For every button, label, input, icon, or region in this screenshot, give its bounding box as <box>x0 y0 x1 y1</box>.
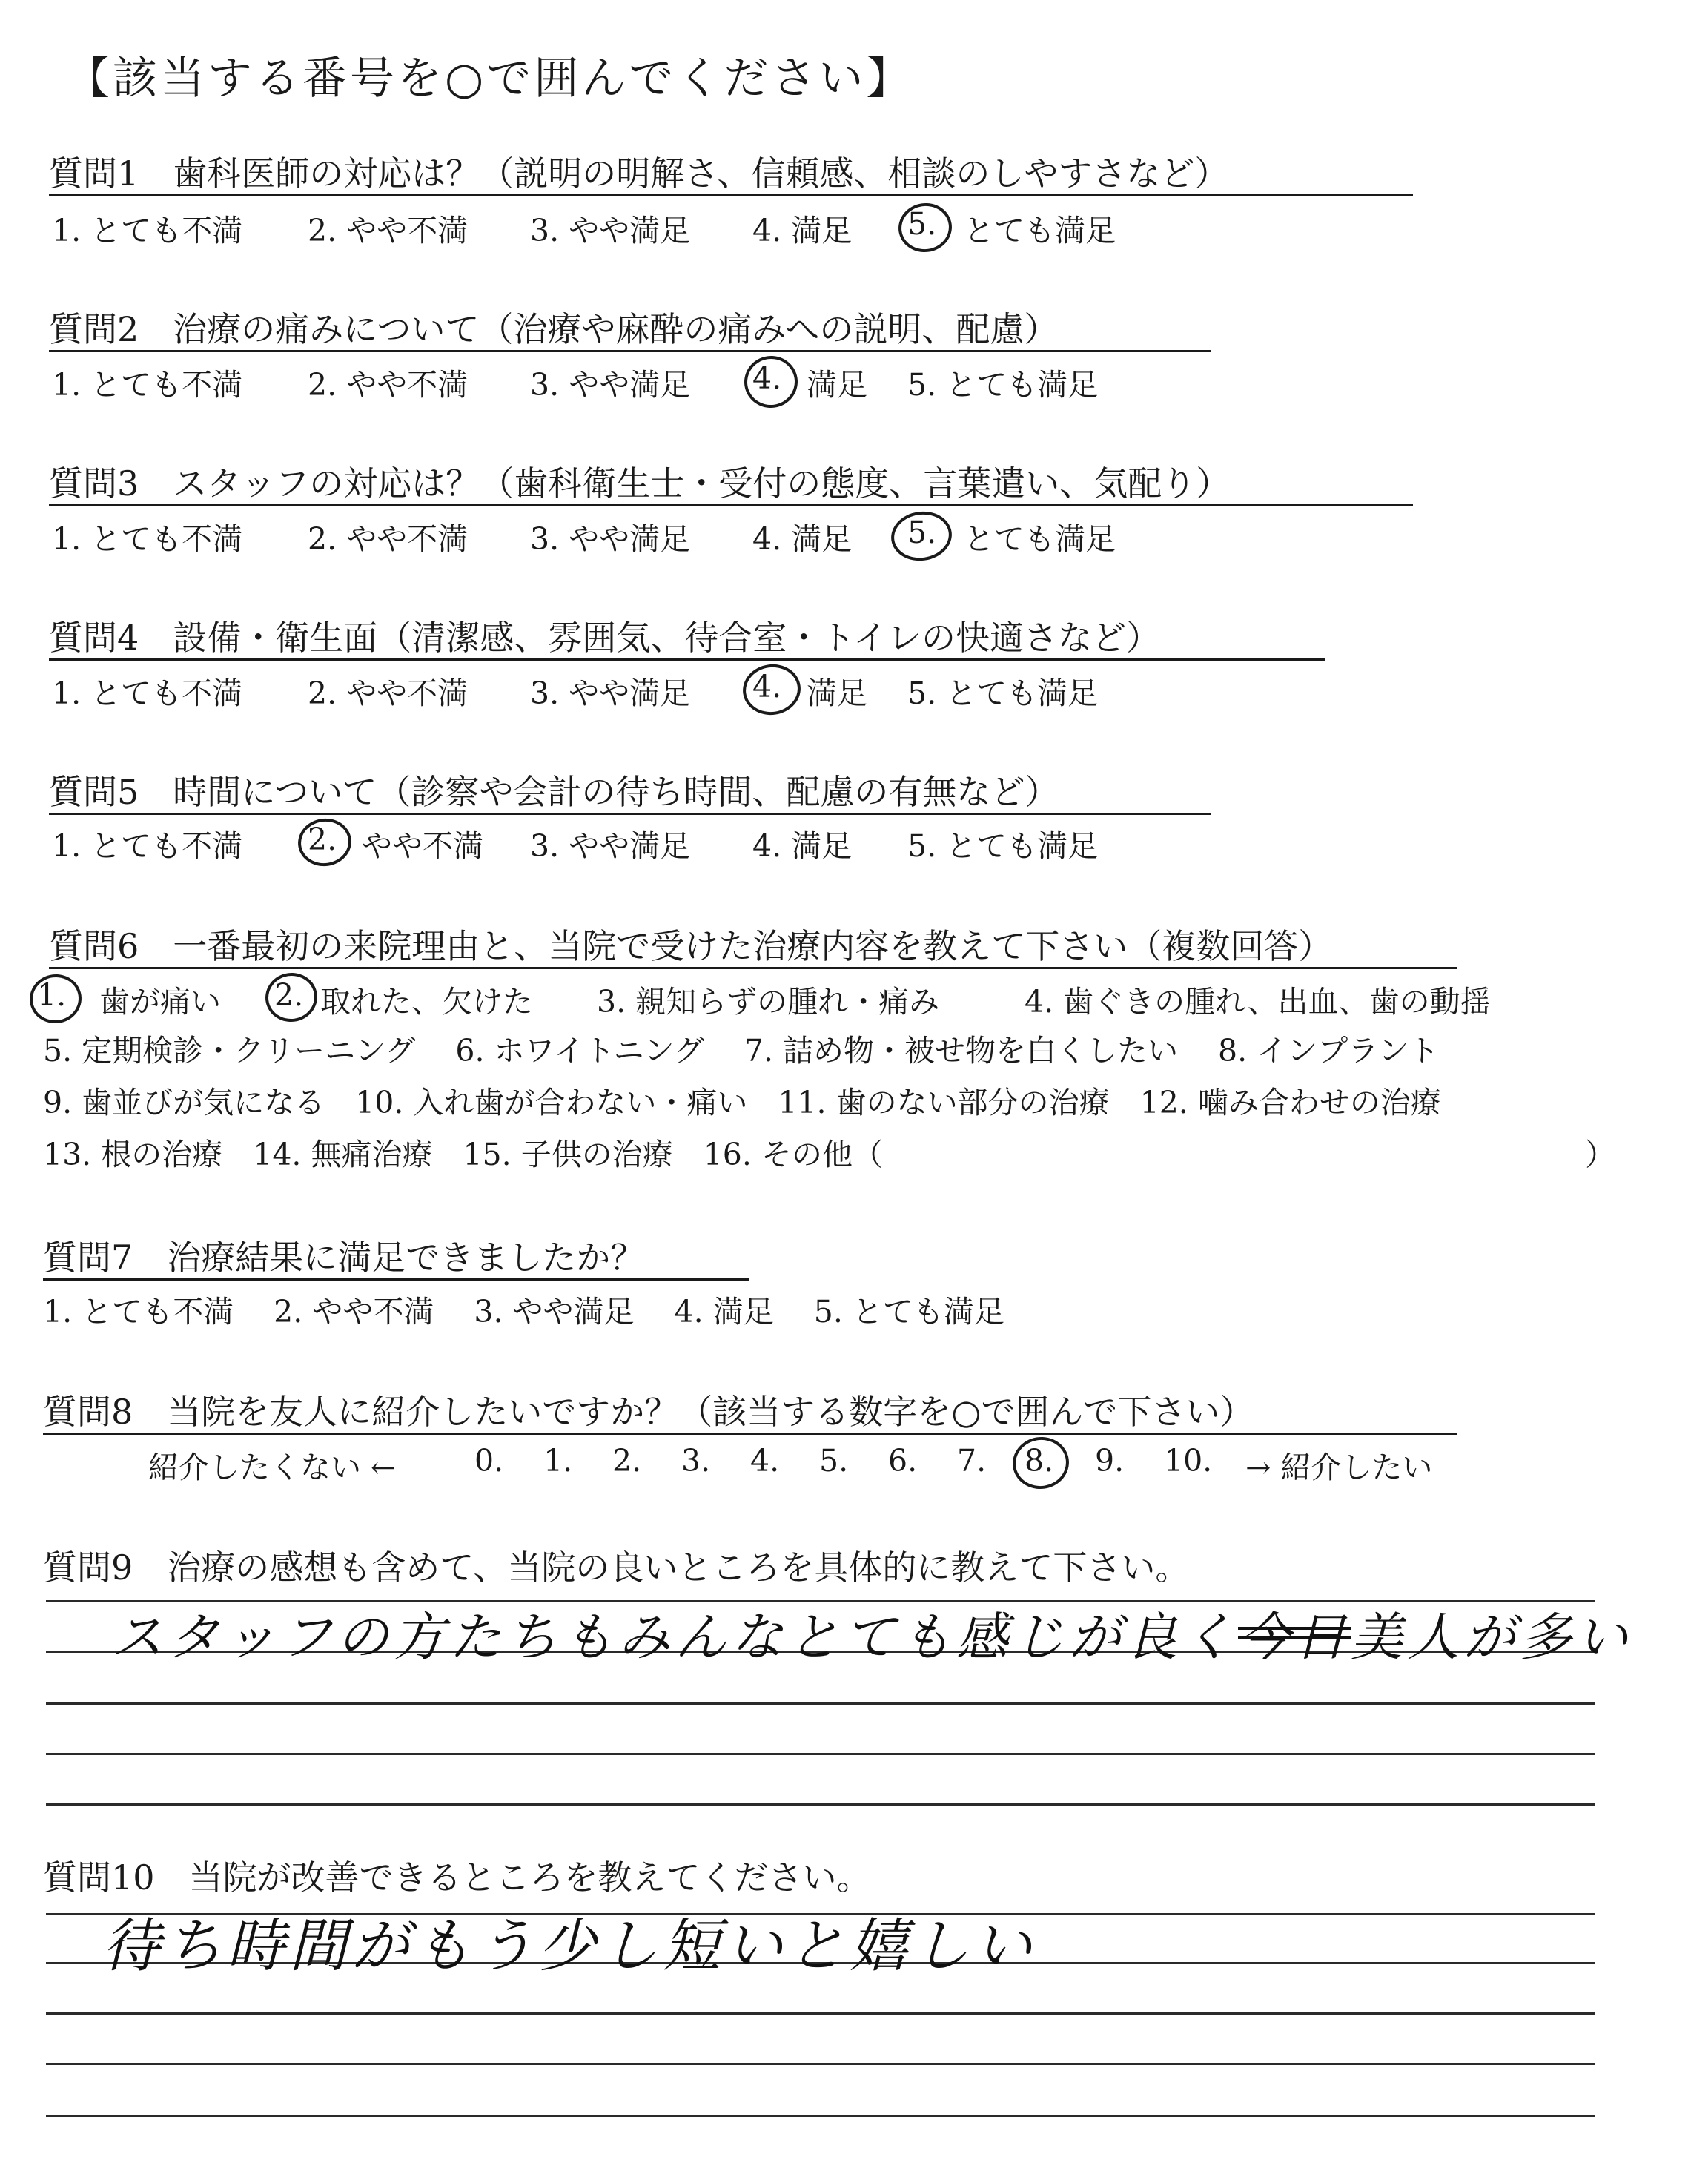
q8-option-4[interactable]: 4. <box>750 1443 780 1479</box>
q8-option-8[interactable]: 8. <box>1025 1443 1054 1479</box>
q3-option-2[interactable]: 2. やや不満 <box>308 521 469 557</box>
question-8-underline <box>43 1433 1457 1435</box>
q10-line-5 <box>46 2115 1595 2117</box>
q3-option-4[interactable]: 4. 満足 <box>752 521 853 557</box>
q4-option-3[interactable]: 3. やや満足 <box>530 676 691 711</box>
q6-row-3[interactable]: 9. 歯並びが気になる 10. 入れ歯が合わない・痛い 11. 歯のない部分の治療 12. 噛み合わせの治療 <box>43 1085 1441 1120</box>
q2-option-5[interactable]: 5. とても満足 <box>907 367 1099 403</box>
q6-option-3[interactable]: 3. 親知らずの腫れ・痛み <box>597 984 940 1020</box>
question-3-underline <box>49 504 1413 506</box>
q6-option-2-label[interactable]: 取れた、欠けた <box>320 984 533 1020</box>
q2-option-4-label[interactable]: 満足 <box>807 367 867 403</box>
q4-option-1[interactable]: 1. とても不満 <box>52 676 243 711</box>
q6-other-close: ） <box>1585 1137 1615 1172</box>
q6-option-2-number[interactable]: 2. <box>274 977 304 1013</box>
q8-option-0[interactable]: 0. <box>474 1443 504 1479</box>
q9-line-4 <box>46 1753 1595 1755</box>
q5-option-5[interactable]: 5. とても満足 <box>907 828 1099 864</box>
question-4: 質問4 設備・衛生面（清潔感、雰囲気、待合室・トイレの快適さなど） <box>49 618 1160 658</box>
strike-through-line-2 <box>1238 1636 1351 1639</box>
question-2-underline <box>49 350 1211 352</box>
q2-option-4-number[interactable]: 4. <box>752 360 782 396</box>
q5-option-3[interactable]: 3. やや満足 <box>530 828 691 864</box>
q8-label-right: → 紹介したい <box>1245 1450 1433 1485</box>
question-7-underline <box>43 1278 749 1281</box>
q6-row-2[interactable]: 5. 定期検診・クリーニング 6. ホワイトニング 7. 詰め物・被せ物を白くしたい 8. インプラント <box>43 1033 1440 1069</box>
q1-option-1[interactable]: 1. とても不満 <box>52 213 243 248</box>
q8-option-3[interactable]: 3. <box>681 1443 711 1479</box>
question-6-underline <box>49 967 1457 969</box>
strike-through-line <box>1238 1627 1351 1630</box>
q10-handwritten-answer[interactable]: 待ち時間がもう少し短いと嬉しい <box>102 1913 1037 1980</box>
q4-option-4-number[interactable]: 4. <box>752 669 782 704</box>
q4-option-4-label[interactable]: 満足 <box>807 676 867 711</box>
q8-option-7[interactable]: 7. <box>957 1443 987 1479</box>
q2-option-2[interactable]: 2. やや不満 <box>308 367 469 403</box>
question-9: 質問9 治療の感想も含めて、当院の良いところを具体的に教えて下さい。 <box>43 1548 1190 1588</box>
q8-option-9[interactable]: 9. <box>1095 1443 1125 1479</box>
q8-option-1[interactable]: 1. <box>543 1443 573 1479</box>
q5-option-2-label[interactable]: やや不満 <box>362 828 483 864</box>
q1-option-4[interactable]: 4. 満足 <box>752 213 853 248</box>
q6-option-1-label[interactable]: 歯が痛い <box>99 984 221 1020</box>
q8-option-6[interactable]: 6. <box>888 1443 918 1479</box>
q9-handwritten-answer[interactable] <box>111 1596 1632 1671</box>
question-1: 質問1 歯科医師の対応は？（説明の明解さ、信頼感、相談のしやすさなど） <box>49 153 1229 194</box>
q5-option-1[interactable]: 1. とても不満 <box>52 828 243 864</box>
q6-row-4[interactable]: 13. 根の治療 14. 無痛治療 15. 子供の治療 16. その他（ <box>43 1137 883 1172</box>
q3-option-1[interactable]: 1. とても不満 <box>52 521 243 557</box>
q5-option-2-number[interactable]: 2. <box>308 822 337 857</box>
q2-option-3[interactable]: 3. やや満足 <box>530 367 691 403</box>
q9-answer-part-2: 美人が多い <box>1351 1607 1632 1668</box>
question-4-underline <box>49 658 1325 661</box>
q8-option-2[interactable]: 2. <box>612 1443 642 1479</box>
question-6: 質問6 一番最初の来院理由と、当院で受けた治療内容を教えて下さい（複数回答） <box>49 926 1333 966</box>
q8-option-5[interactable]: 5. <box>819 1443 849 1479</box>
q9-answer-part-1: スタッフの方たちもみんなとても感じが良く <box>111 1607 1238 1668</box>
question-5: 質問5 時間について（診察や会計の待ち時間、配慮の有無など） <box>49 772 1059 812</box>
q10-line-3 <box>46 2012 1595 2015</box>
q8-option-10[interactable]: 10. <box>1164 1443 1213 1479</box>
page-title: 【該当する番号を○で囲んでください】 <box>65 53 914 105</box>
q1-option-2[interactable]: 2. やや不満 <box>308 213 469 248</box>
q5-option-4[interactable]: 4. 満足 <box>752 828 853 864</box>
q9-line-3 <box>46 1702 1595 1705</box>
question-5-underline <box>49 813 1211 815</box>
q3-option-5-label[interactable]: とても満足 <box>964 521 1116 557</box>
q3-option-5-number[interactable]: 5. <box>907 515 937 550</box>
q6-option-1-number[interactable]: 1. <box>37 977 67 1013</box>
q10-line-4 <box>46 2063 1595 2065</box>
q4-option-5[interactable]: 5. とても満足 <box>907 676 1099 711</box>
question-10: 質問10 当院が改善できるところを教えてください。 <box>43 1857 871 1898</box>
q9-answer-struck <box>1238 1596 1351 1671</box>
q6-option-4[interactable]: 4. 歯ぐきの腫れ、出血、歯の動揺 <box>1025 984 1491 1020</box>
question-1-underline <box>49 194 1413 196</box>
q9-line-5 <box>46 1803 1595 1806</box>
question-7: 質問7 治療結果に満足できましたか？ <box>43 1238 645 1278</box>
question-8: 質問8 当院を友人に紹介したいですか？（該当する数字を○で囲んで下さい） <box>43 1392 1254 1432</box>
q3-option-3[interactable]: 3. やや満足 <box>530 521 691 557</box>
q1-option-5-label[interactable]: とても満足 <box>964 213 1116 248</box>
q8-label-left: 紹介したくない ← <box>148 1450 397 1485</box>
question-3: 質問3 スタッフの対応は？（歯科衛生士・受付の態度、言葉遣い、気配り） <box>49 463 1231 503</box>
q1-option-3[interactable]: 3. やや満足 <box>530 213 691 248</box>
q1-option-5-number[interactable]: 5. <box>907 206 937 242</box>
q2-option-1[interactable]: 1. とても不満 <box>52 367 243 403</box>
question-2: 質問2 治療の痛みについて（治療や麻酔の痛みへの説明、配慮） <box>49 309 1059 349</box>
q4-option-2[interactable]: 2. やや不満 <box>308 676 469 711</box>
q7-options[interactable]: 1. とても不満 2. やや不満 3. やや満足 4. 満足 5. とても満足 <box>43 1294 1004 1330</box>
